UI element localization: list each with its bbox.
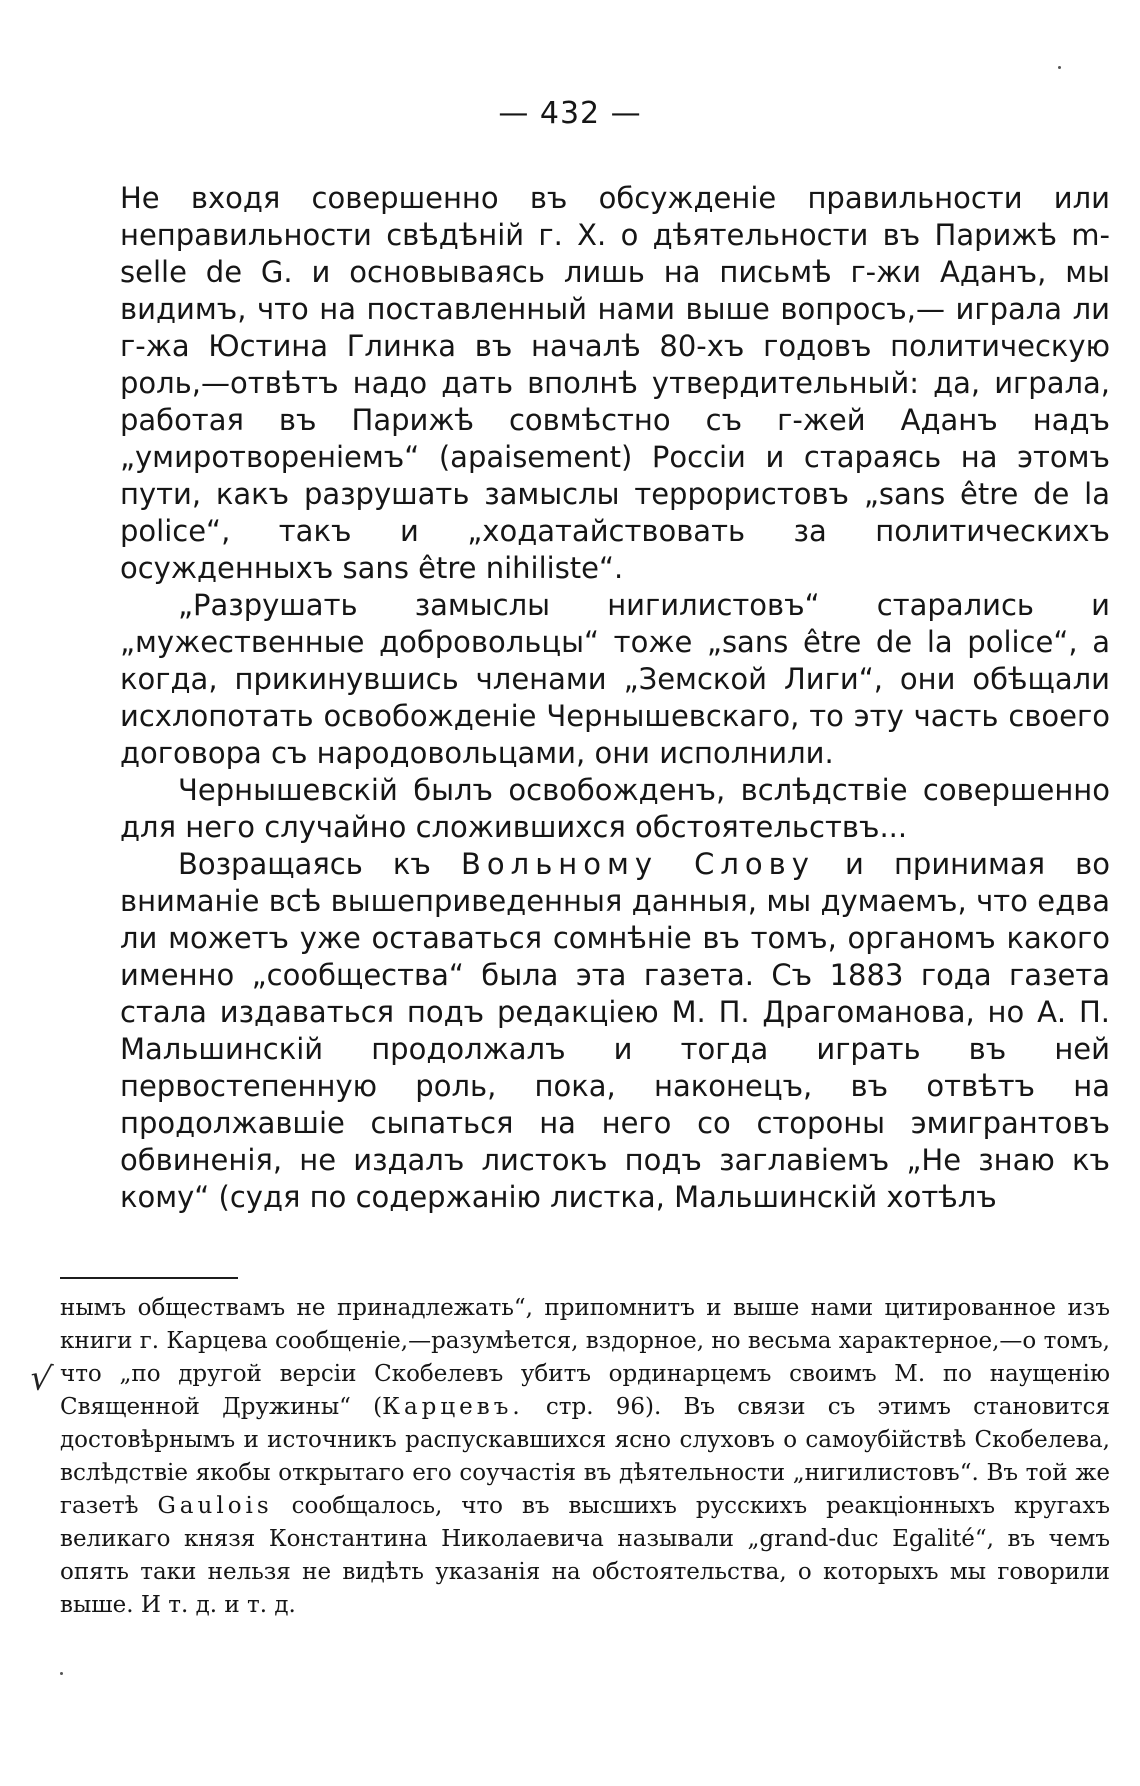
paragraph-1: Не входя совершенно въ обсужденіе правильности или неправильности свѣдѣній г. Х. о дѣятельности въ Парижѣ m-selle de G. и основываясь лишь на письмѣ г-жи Аданъ, мы видимъ, что на поставленный нами выше вопросъ,— играла ли г-жа Юстина Глинка въ началѣ 80-хъ годовъ политическую роль,—отвѣтъ надо дать вполнѣ утвердительный: да, играла, работая въ Парижѣ совмѣстно съ г-жей Аданъ надъ „умиротвореніемъ“ (apaisement) Россіи и стараясь на этомъ пути, какъ разрушать замыслы террористовъ „sans être de la police“, такъ и „ходатайствовать за политическихъ осужденныхъ sans être nihiliste“. bbox=[120, 181, 1110, 585]
margin-check-mark: √ bbox=[27, 1357, 55, 1401]
footnote-author-name: Карцевъ. bbox=[382, 1394, 524, 1420]
paragraph-2: „Разрушать замыслы нигилистовъ“ старались и „мужественные добровольцы“ тоже „sans être de la police“, а когда, прикинувшись членами „Земской Лиги“, они обѣщали исхлопотать освобожденіе Чернышевскаго, то эту часть своего договора съ народовольцами, они исполнили. bbox=[120, 588, 1110, 770]
footnote-block bbox=[60, 1292, 1110, 1622]
footnote-divider bbox=[60, 1277, 238, 1279]
footnote-newspaper-name: Gaulois bbox=[157, 1493, 273, 1519]
footnote-part-1: нымъ обществамъ не принадлежать“, припомнитъ и выше нами цитированное изъ книги г. Карцева сообщеніе,—разумѣется, вздорное, но весьма характерное,—о томъ, что „по другой версіи Скобелевъ убитъ ординарцемъ своимъ М. по наущенію Священной Дружины“ ( bbox=[60, 1295, 1110, 1420]
paragraph-4 bbox=[120, 846, 1110, 1216]
print-speck bbox=[60, 1672, 63, 1675]
page-number: — 432 — bbox=[498, 96, 642, 131]
footnote-part-3: сообщалось, что въ высшихъ русскихъ реакціонныхъ кругахъ великаго князя Константина Николаевича называли „grand-duc Egalité“, въ чемъ опять таки нельзя не видѣть указанія на обстоятельства, о которыхъ мы говорили выше. И т. д. и т. д. bbox=[60, 1493, 1110, 1618]
paragraph-3: Чернышевскій былъ освобожденъ, вслѣдствіе совершенно для него случайно сложившихся обстоятельствъ... bbox=[120, 773, 1110, 844]
print-speck bbox=[1058, 66, 1061, 69]
footnote-part-2: стр. 96). Въ связи съ этимъ становится достовѣрнымъ и источникъ распускавшихся ясно слуховъ о самоубійствѣ Скобелева, вслѣдствіе якобы открытаго его соучастія въ дѣятельности „нигилистовъ“. Въ той же газетѣ bbox=[60, 1394, 1110, 1519]
footnote-paragraph bbox=[60, 1292, 1110, 1622]
paragraph-4-end: и принимая во вниманіе всѣ вышеприведенныя данныя, мы думаемъ, что едва ли можетъ уже оставаться сомнѣніе въ томъ, органомъ какого именно „сообщества“ была эта газета. Съ 1883 года газета стала издаваться подъ редакціею М. П. Драгоманова, но А. П. Мальшинскій продолжалъ и тогда играть въ ней первостепенную роль, пока, наконецъ, въ отвѣтъ на продолжавшіе сыпаться на него со стороны эмигрантовъ обвиненія, не издалъ листокъ подъ заглавіемъ „Не знаю къ кому“ (судя по содержанію листка, Мальшинскій хотѣлъ bbox=[120, 847, 1111, 1214]
newspaper-title: Вольному Слову bbox=[461, 847, 815, 881]
main-text-block bbox=[120, 180, 1110, 1216]
paragraph-4-start: Возращаясь къ bbox=[178, 847, 431, 881]
